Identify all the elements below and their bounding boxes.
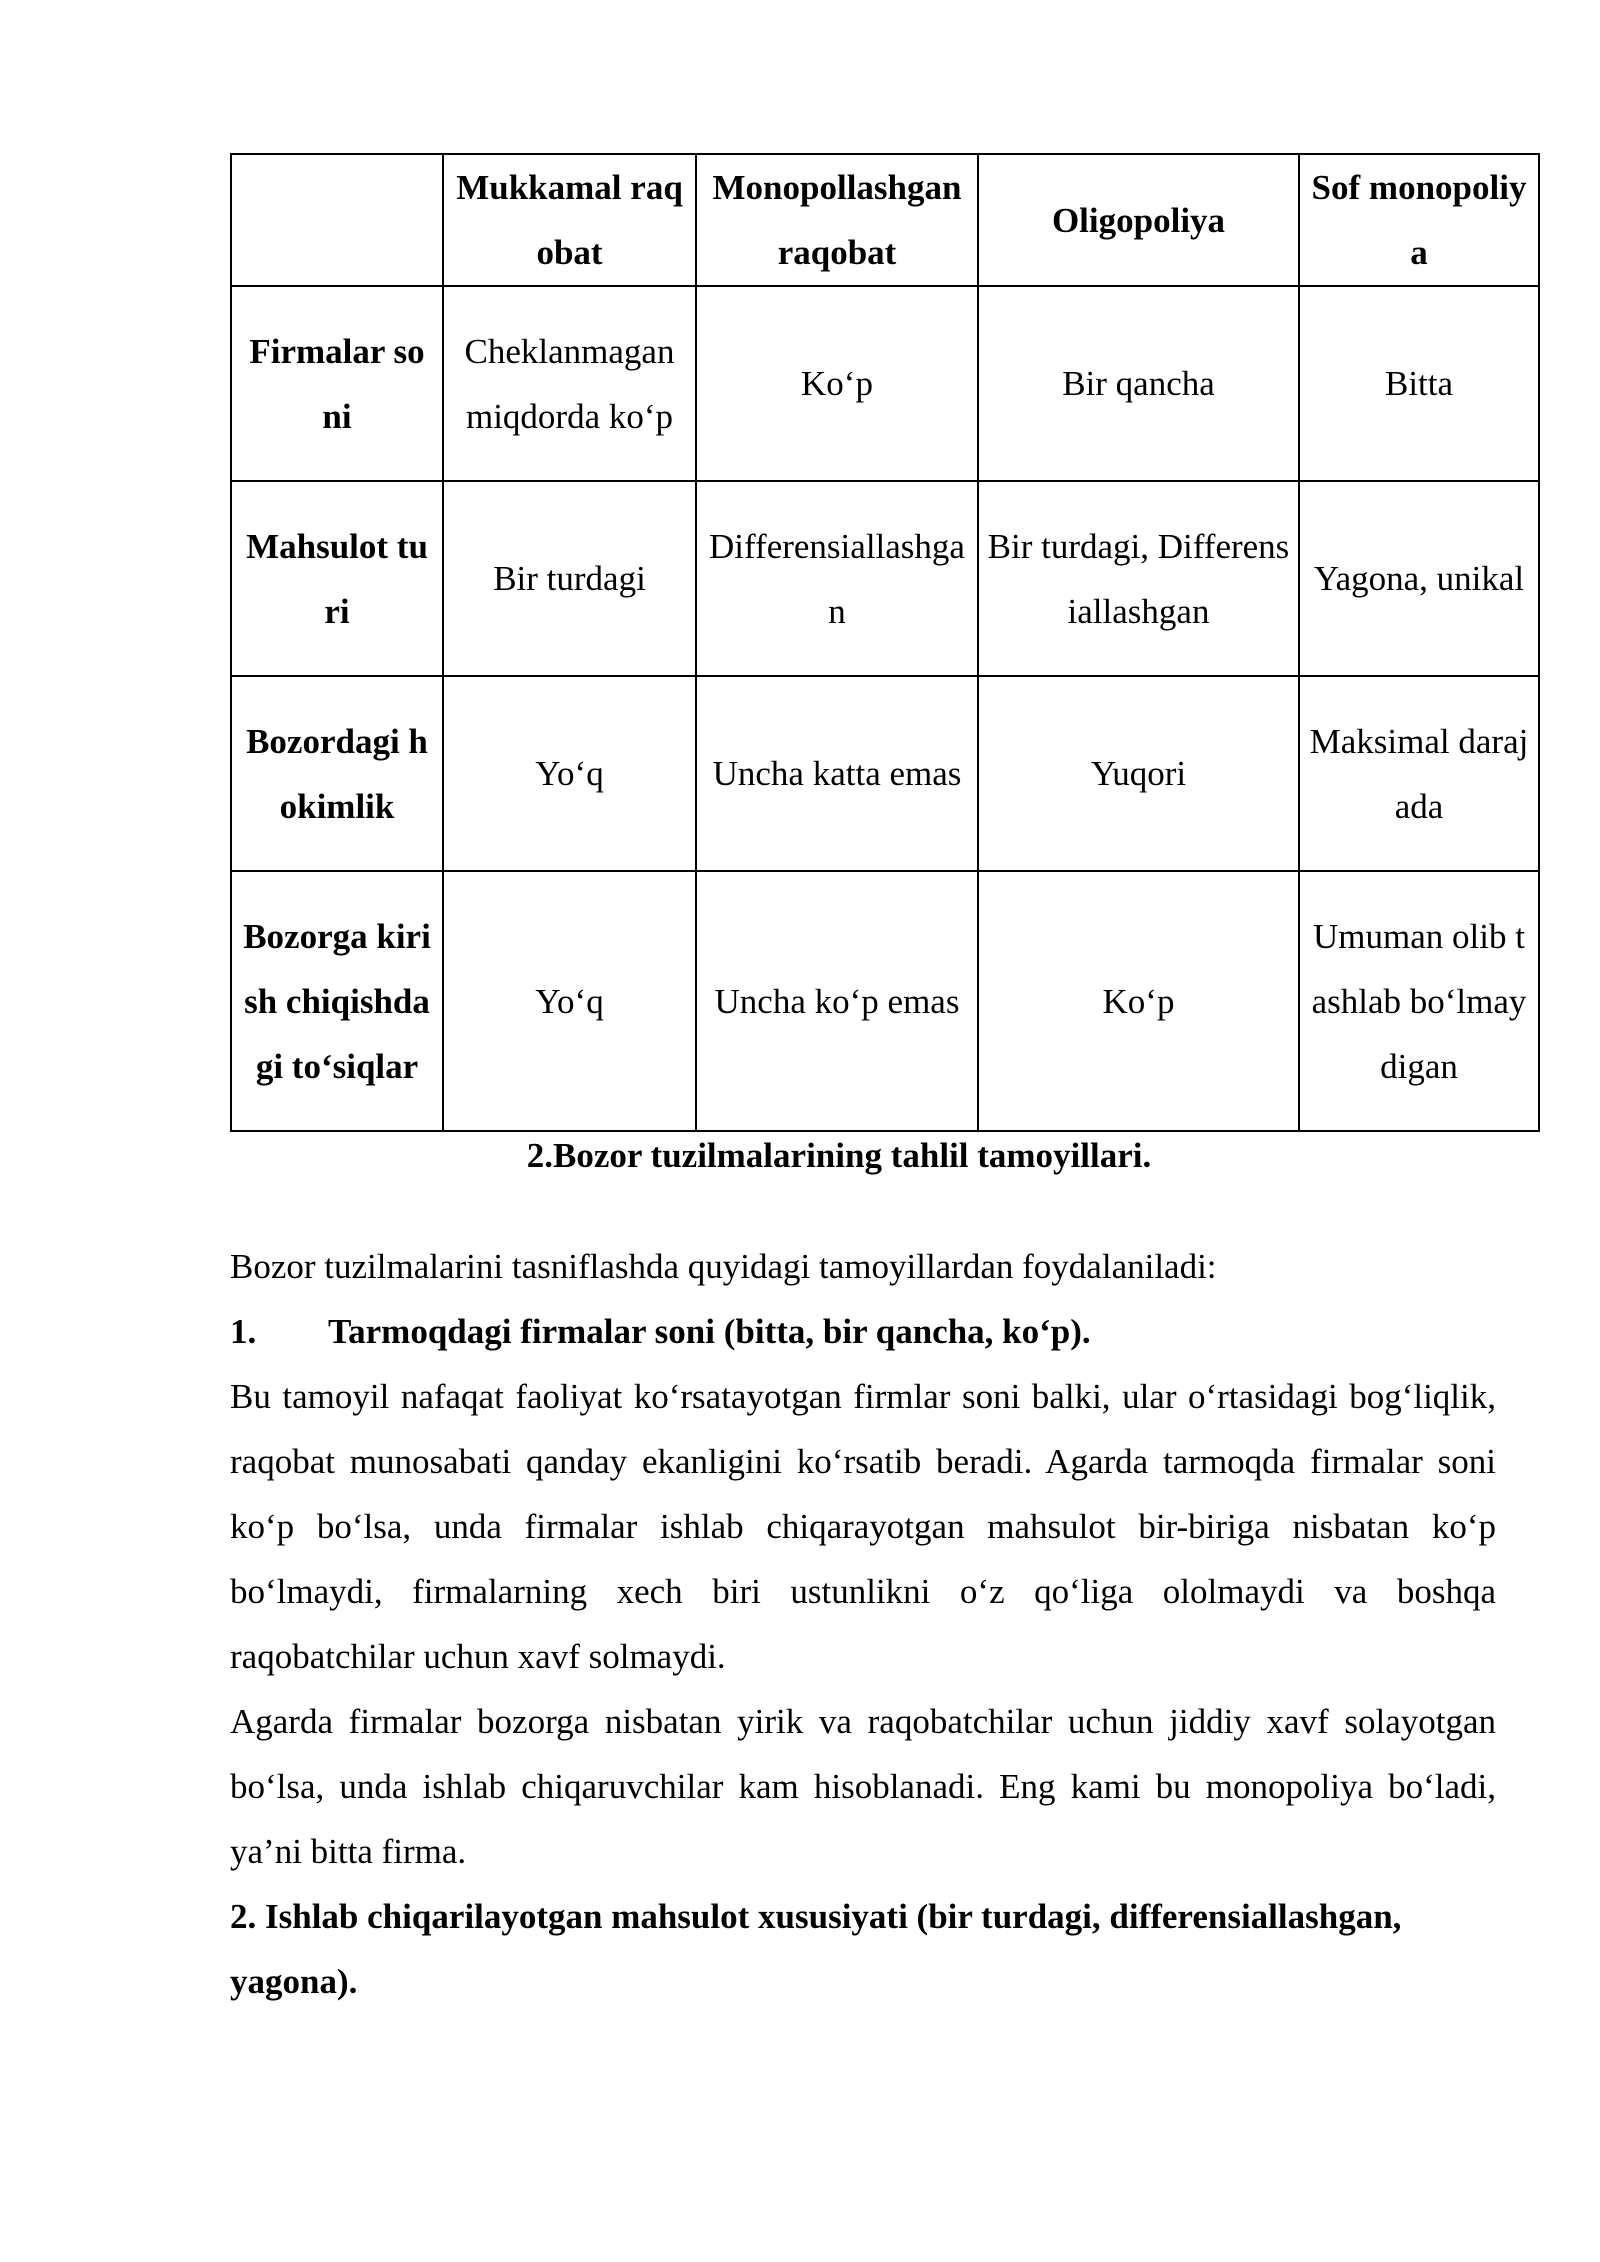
- table-cell: Yagona, unikal: [1299, 481, 1539, 676]
- table-cell: Yo‘q: [443, 676, 696, 871]
- table-cell: Yuqori: [978, 676, 1299, 871]
- principle-1-heading: [230, 1299, 1496, 1364]
- body-text: [230, 1234, 1496, 2014]
- row-label-market-power: Bozordagi hokimlik: [231, 676, 443, 871]
- header-cell-empty: [231, 154, 443, 286]
- table-cell: Cheklanmagan miqdorda ko‘p: [443, 286, 696, 481]
- table-cell: Bitta: [1299, 286, 1539, 481]
- paragraph-1: Bu tamoyil nafaqat faoliyat ko‘rsatayotgan firmlar soni balki, ular o‘rtasidagi bog‘liqlik, raqobat munosabati qanday ekanligini ko‘rsatib beradi. Agarda tarmoqda firmalar soni ko‘p bo‘lsa, unda firmalar ishlab chiqarayotgan mahsulot bir-biriga nisbatan ko‘p bo‘lmaydi, firmalarning xech biri ustunlikni o‘z qo‘liga ololmaydi va boshqa raqobatchilar uchun xavf solmaydi.: [230, 1377, 1496, 1676]
- header-cell-pure-monopoly: Sof monopoliya: [1299, 154, 1539, 286]
- section-title: 2.Bozor tuzilmalarining tahlil tamoyillari.: [526, 1136, 1152, 1175]
- table-cell: Umuman olib tashlab bo‘lmaydigan: [1299, 871, 1539, 1131]
- market-structure-table: [230, 153, 1540, 1132]
- table-cell: Bir turdagi, Differensiallashgan: [978, 481, 1299, 676]
- table-cell: Ko‘p: [978, 871, 1299, 1131]
- table-cell: Differensiallashgan: [696, 481, 978, 676]
- row-label-firm-count: Firmalar soni: [231, 286, 443, 481]
- table-cell: Uncha ko‘p emas: [696, 871, 978, 1131]
- header-cell-perfect-competition: Mukkamal raqobat: [443, 154, 696, 286]
- document-page: [230, 153, 1538, 2014]
- paragraph-2: Agarda firmalar bozorga nisbatan yirik va raqobatchilar uchun jiddiy xavf solayotgan bo‘lsa, unda ishlab chiqaruvchilar kam hisoblanadi. Eng kami bu monopoliya bo‘ladi, ya’ni bitta firma.: [230, 1702, 1496, 1871]
- row-label-product-type: Mahsulot turi: [231, 481, 443, 676]
- principle-1-number: 1.: [230, 1312, 257, 1351]
- table-row: [231, 481, 1539, 676]
- row-label-entry-barriers: Bozorga kirish chiqishdagi to‘siqlar: [231, 871, 443, 1131]
- table-row: [231, 286, 1539, 481]
- table-cell: Ko‘p: [696, 286, 978, 481]
- table-cell: Yo‘q: [443, 871, 696, 1131]
- table-cell: Uncha katta emas: [696, 676, 978, 871]
- table-header-row: [231, 154, 1539, 286]
- table-cell: Bir turdagi: [443, 481, 696, 676]
- table-cell: Bir qancha: [978, 286, 1299, 481]
- principle-1-text: Tarmoqdagi firmalar soni (bitta, bir qancha, ko‘p).: [328, 1312, 1091, 1351]
- table-cell: Maksimal darajada: [1299, 676, 1539, 871]
- table-row: [231, 871, 1539, 1131]
- header-cell-monopolistic-competition: Monopollashgan raqobat: [696, 154, 978, 286]
- table-row: [231, 676, 1539, 871]
- intro-paragraph: Bozor tuzilmalarini tasniflashda quyidagi tamoyillardan foydalaniladi:: [230, 1247, 1217, 1286]
- principle-2-heading: 2. Ishlab chiqarilayotgan mahsulot xususiyati (bir turdagi, differensiallashgan, yagona).: [230, 1897, 1402, 2001]
- header-cell-oligopoly: Oligopoliya: [978, 154, 1299, 286]
